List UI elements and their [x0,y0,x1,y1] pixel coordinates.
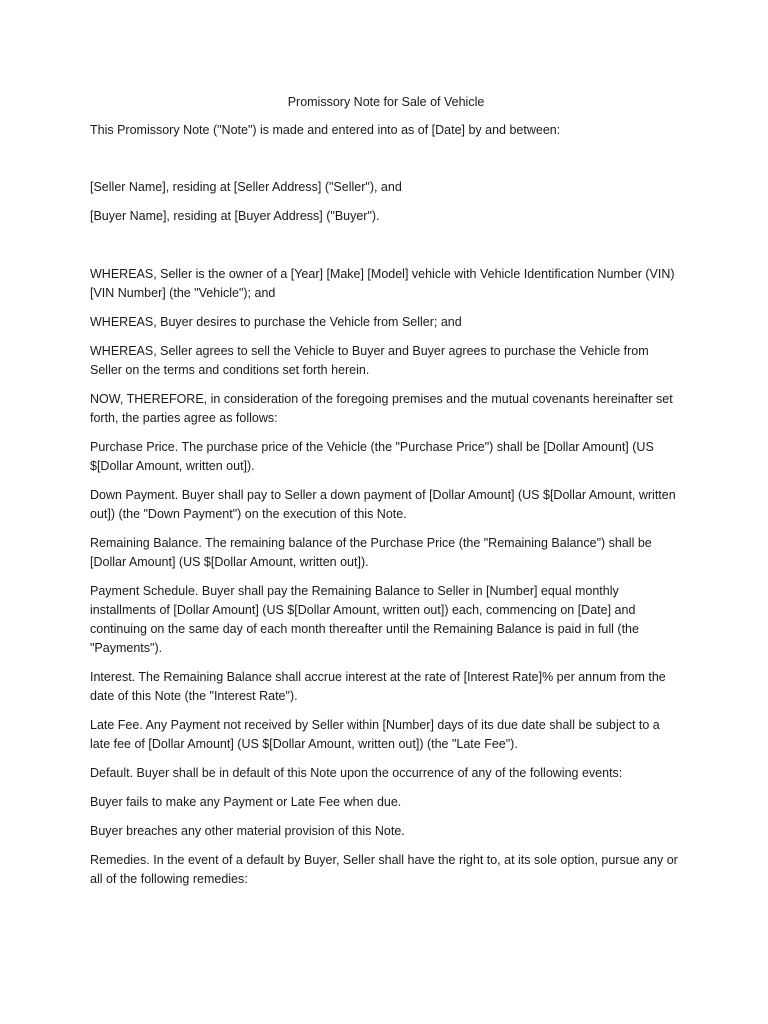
whereas-ownership-paragraph: WHEREAS, Seller is the owner of a [Year] [Make] [Model] vehicle with Vehicle Identification Number (VIN) [VIN Number] (the "Vehicle"); and [90,267,675,300]
default-paragraph: Default. Buyer shall be in default of this Note upon the occurrence of any of the following events: [90,766,623,780]
down-payment-paragraph: Down Payment. Buyer shall pay to Seller a down payment of [Dollar Amount] (US $[Dollar Amount, written out]) (the "Down Payment") on the execution of this Note. [90,488,676,521]
whereas-agreement-paragraph: WHEREAS, Seller agrees to sell the Vehicle to Buyer and Buyer agrees to purchase the Vehicle from Seller on the terms and conditions set forth herein. [90,344,649,377]
whereas-desire-paragraph: WHEREAS, Buyer desires to purchase the Vehicle from Seller; and [90,315,462,329]
purchase-price-paragraph: Purchase Price. The purchase price of the Vehicle (the "Purchase Price") shall be [Dollar Amount] (US $[Dollar Amount, written out]). [90,440,654,473]
document-page [90,93,682,899]
remedies-paragraph: Remedies. In the event of a default by Buyer, Seller shall have the right to, at its sole option, pursue any or all of the following remedies: [90,853,678,886]
default-event-missed-payment: Buyer fails to make any Payment or Late Fee when due. [90,795,402,809]
payment-schedule-paragraph: Payment Schedule. Buyer shall pay the Remaining Balance to Seller in [Number] equal monthly installments of [Dollar Amount] (US $[Dollar Amount, written out]) each, commencing on [Date] and continuing on the same day of each month thereafter until the Remaining Balance is paid in full (the "Payments"). [90,584,639,655]
interest-paragraph: Interest. The Remaining Balance shall accrue interest at the rate of [Interest Rate]% per annum from the date of this Note (the "Interest Rate"). [90,670,666,703]
seller-party-paragraph: [Seller Name], residing at [Seller Address] ("Seller"), and [90,180,402,194]
document-title: Promissory Note for Sale of Vehicle [287,95,485,109]
late-fee-paragraph: Late Fee. Any Payment not received by Seller within [Number] days of its due date shall be subject to a late fee of [Dollar Amount] (US $[Dollar Amount, written out]) (the "Late Fee"). [90,718,660,751]
remaining-balance-paragraph: Remaining Balance. The remaining balance of the Purchase Price (the "Remaining Balance") shall be [Dollar Amount] (US $[Dollar Amount, written out]). [90,536,652,569]
now-therefore-paragraph: NOW, THEREFORE, in consideration of the foregoing premises and the mutual covenants hereinafter set forth, the parties agree as follows: [90,392,673,425]
intro-paragraph: This Promissory Note ("Note") is made and entered into as of [Date] by and between: [90,123,561,137]
default-event-breach: Buyer breaches any other material provision of this Note. [90,824,405,838]
buyer-party-paragraph: [Buyer Name], residing at [Buyer Address] ("Buyer"). [90,209,380,223]
